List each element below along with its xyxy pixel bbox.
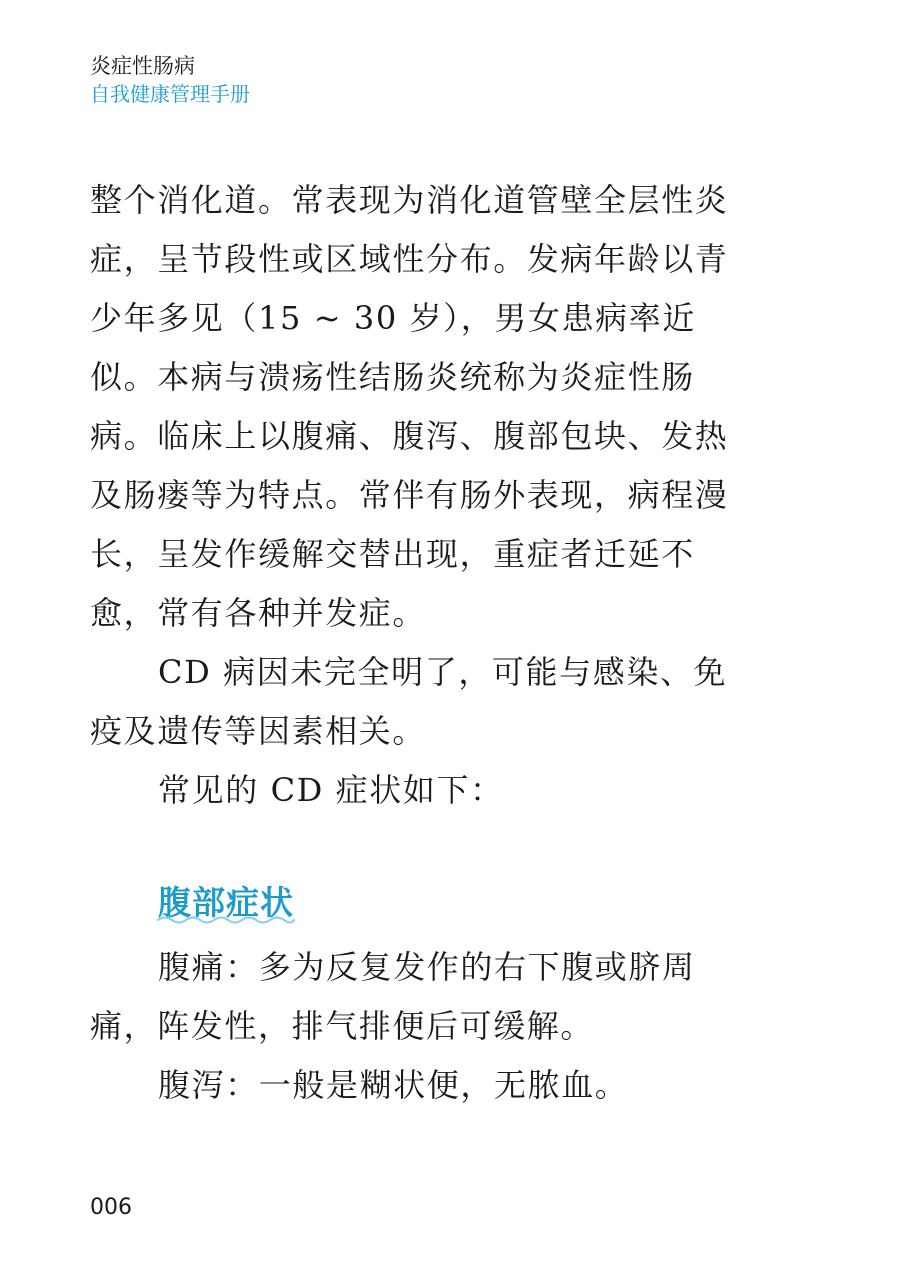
paragraph-cause: CD 病因未完全明了，可能与感染、免疫及遗传等因素相关。 [90, 653, 728, 750]
section-title: 腹部症状 [158, 883, 294, 922]
book-title: 炎症性肠病 [90, 54, 195, 78]
page-number: 006 [90, 1195, 132, 1220]
book-subtitle: 自我健康管理手册 [90, 82, 250, 106]
paragraph-diarrhea: 腹泻：一般是糊状便，无脓血。 [158, 1066, 629, 1104]
section-heading [90, 874, 750, 924]
running-header [90, 52, 250, 108]
paragraph-abdominal-pain: 腹痛：多为反复发作的右下腹或脐周痛，阵发性，排气排便后可缓解。 [90, 948, 696, 1045]
paragraph-symptom-lead: 常见的 CD 症状如下： [158, 771, 504, 809]
paragraph-intro: 整个消化道。常表现为消化道管壁全层性炎症，呈节段性或区域性分布。发病年龄以青少年多见（15 ~ 30 岁），男女患病率近似。本病与溃疡性结肠炎统称为炎症性肠病。临床上以腹痛、腹泻、腹部包块、发热及肠瘘等为特点。常伴有肠外表现，病程漫长，呈发作缓解交替出现，重症者迁延不愈，常有各种并发症。 [90, 181, 729, 632]
page-body [90, 171, 750, 1115]
wave-underline-icon [156, 914, 296, 926]
